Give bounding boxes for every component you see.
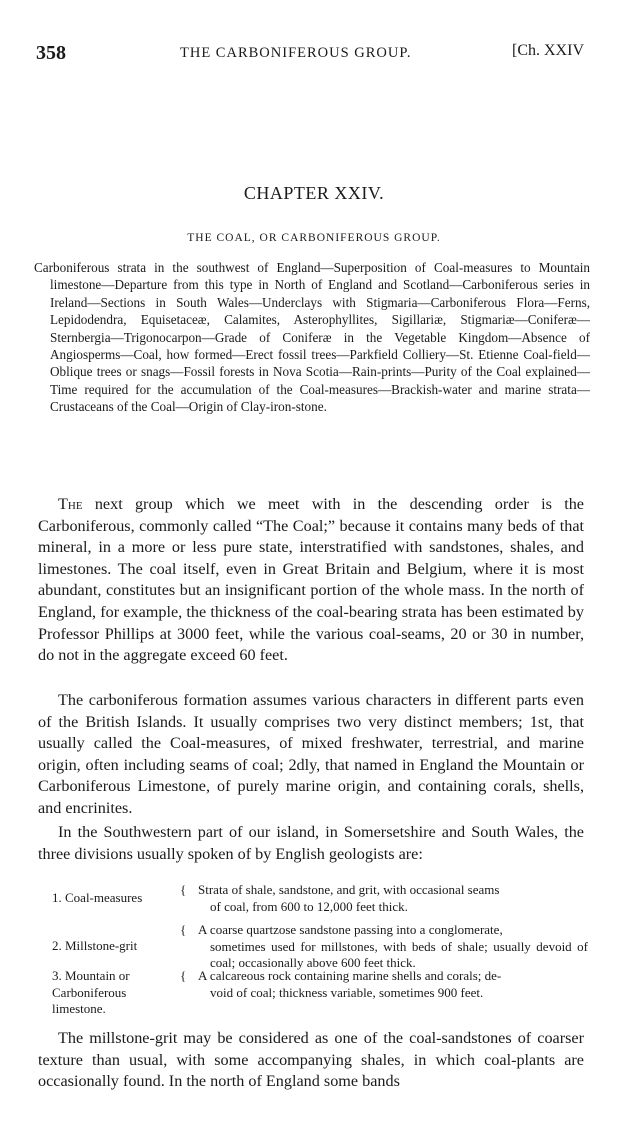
brace-glyph: { — [180, 882, 187, 897]
division-description — [198, 922, 588, 972]
division-label: 1. Coal-measures — [52, 890, 143, 905]
division-description — [198, 968, 588, 1001]
paragraph-2: The carboniferous formation assumes various characters in different parts even of the British Islands. It usually comprises two very distinct members; 1st, that usually called the Coal-measures, of mixed freshwater, terrestrial, and marine origin, often including seams of coal; 2dly, that named in England the Mountain or Carboniferous Limestone, of purely marine origin, and containing corals, shells, and encrinites. — [38, 691, 584, 817]
paragraph-1-text: next group which we meet with in the descending order is the Carboniferous, commonly called “The Coal;” because it contains many beds of that mineral, in a more or less pure state, interstratified with sandstones, shales, and limestones. The coal itself, even in Great Britain and Belgium, where it is most abundant, constitutes but an insignificant portion of the whole mass. In the north of England, for example, the thickness of the coal-bearing strata has been estimated by Professor Phillips at 3000 feet, while the various coal-seams, 20 or 30 in number, do not in the aggregate exceed 60 feet. — [38, 495, 584, 665]
brace-glyph: { — [180, 922, 187, 937]
division-label: 3. Mountain or Carboniferous limestone. — [52, 968, 130, 1016]
division-line-1: A coarse quartzose sandstone passing into a conglomerate, — [198, 922, 503, 937]
division-line-1: A calcareous rock containing marine shells and corals; de- — [198, 968, 502, 983]
division-description — [198, 882, 588, 915]
division-row — [52, 922, 592, 972]
paragraph-3: In the Southwestern part of our island, in Somersetshire and South Wales, the three divisions usually spoken of by English geologists are: — [38, 823, 584, 863]
paragraph-1 — [38, 494, 584, 667]
chapter-synopsis: Carboniferous strata in the southwest of England—Superposition of Coal-measures to Mountain limestone—Departure from this type in North of England and Scotland—Carboniferous series in Ireland—Sections in South Wales—Underclays with Stigmaria—Carboniferous Flora—Ferns, Lepidodendra, Equisetaceæ, Calamites, Asterophyllites, Sigillariæ, Stigmariæ—Coniferæ—Sternbergia—Trigonocarpon—Grade of Coniferæ in the Vegetable Kingdom—Absence of Angiosperms—Coal, how formed—Erect fossil trees—Parkfield Colliery—St. Etienne Coal-field—Oblique trees or snags—Fossil forests in Nova Scotia—Rain-prints—Purity of the Coal explained—Time required for the accumulation of the Coal-measures—Brackish-water and marine strata—Crustaceans of the Coal—Origin of Clay-iron-stone. — [34, 260, 590, 415]
divisions-table — [52, 882, 592, 1020]
division-line-2: sometimes used for millstones, with beds of shale; usually devoid of coal; occasionally above 600 feet thick. — [210, 938, 588, 970]
division-label: 2. Millstone-grit — [52, 938, 138, 953]
brace-glyph: { — [180, 968, 187, 983]
division-row — [52, 882, 592, 918]
chapter-title: CHAPTER XXIV. — [243, 183, 385, 203]
division-line-2: void of coal; thickness variable, sometimes 900 feet. — [210, 984, 484, 1000]
running-title: THE CARBONIFEROUS GROUP. — [180, 45, 412, 61]
division-row — [52, 968, 592, 1020]
chapter-subtitle: THE COAL, OR CARBONIFEROUS GROUP. — [187, 232, 441, 244]
division-line-1: Strata of shale, sandstone, and grit, with occasional seams — [198, 882, 500, 897]
paragraph-4: The millstone-grit may be considered as one of the coal-sandstones of coarser texture than usual, with some accompanying shales, in which coal-plants are occasionally found. In the north of England some bands — [38, 1029, 584, 1091]
paragraph-lead: The — [58, 495, 83, 513]
division-line-2: of coal, from 600 to 12,000 feet thick. — [210, 898, 408, 914]
page-number: 358 — [36, 42, 66, 64]
running-header — [36, 40, 598, 68]
chapter-reference: [Ch. XXIV — [512, 42, 584, 59]
